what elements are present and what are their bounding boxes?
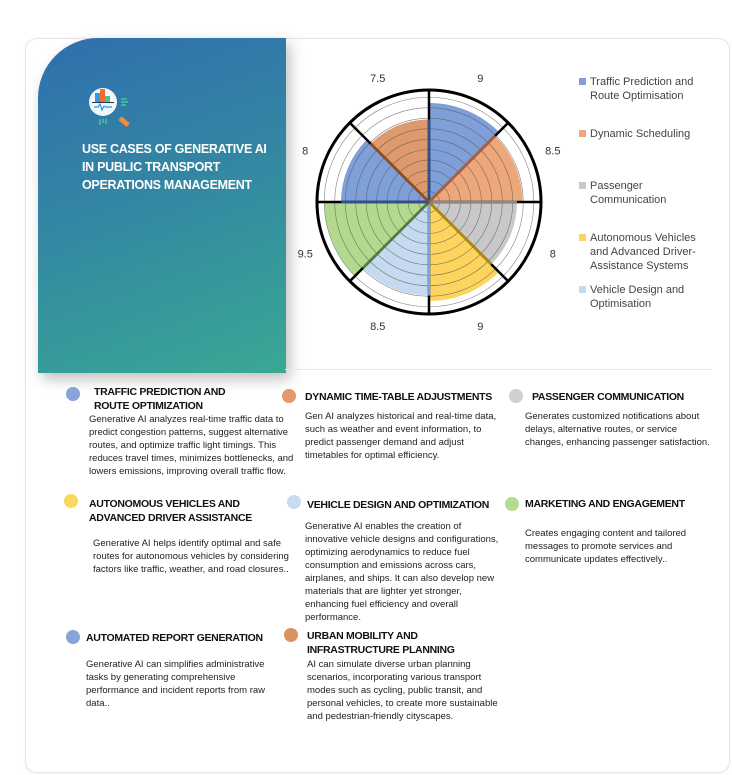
- value-label: 8: [302, 145, 309, 158]
- use-case-title: AUTOMATED REPORT GENERATION: [86, 632, 263, 644]
- use-case-title: AUTONOMOUS VEHICLES AND ADVANCED DRIVER ASSISTANCE: [89, 498, 252, 524]
- use-case-title: URBAN MOBILITY AND INFRASTRUCTURE PLANNING: [307, 630, 455, 656]
- legend-item: [579, 231, 715, 273]
- legend-label: Traffic Prediction and Route Optimisation: [590, 76, 694, 102]
- legend-label: Vehicle Design and Optimisation: [590, 284, 685, 310]
- legend-swatch: [579, 78, 586, 85]
- value-label: 8.5: [545, 145, 561, 158]
- analytics-magnifier-icon: [83, 83, 143, 133]
- legend-item: [579, 179, 715, 207]
- value-label: 9: [477, 73, 484, 86]
- use-case-title: MARKETING AND ENGAGEMENT: [525, 498, 685, 510]
- use-case-title: PASSENGER COMMUNICATION: [532, 391, 684, 403]
- value-label: 9.5: [297, 248, 313, 261]
- bullet-dot-icon: [509, 389, 523, 403]
- bullet-dot-icon: [505, 497, 519, 511]
- use-case-title: DYNAMIC TIME-TABLE ADJUSTMENTS: [305, 391, 492, 403]
- use-case-description: Generative AI analyzes real-time traffic data to predict congestion patterns, suggest alternative routes, and optimize traffic light timings. This reduces travel times, minimizes bottlenecks, and lowers emissions, improving overall traffic flow.: [89, 414, 294, 477]
- use-case-description: Generative AI enables the creation of innovative vehicle designs and configurations, optimizing aerodynamics to reduce fuel consumption and emissions across cars, airplanes, and ships. It can also develop new materials that are lighter yet stronger, enhancing fuel efficiency and overall performance.: [305, 521, 499, 623]
- use-case-description: Creates engaging content and tailored messages to promote services and communicate updates effectively..: [525, 528, 687, 565]
- use-case-title: TRAFFIC PREDICTION AND ROUTE OPTIMIZATION: [94, 386, 226, 412]
- title-line: USE CASES OF GENERATIVE AI: [82, 142, 267, 156]
- use-case-description: Generates customized notifications about delays, alternative routes, or service changes, enhancing passenger satisfaction.: [525, 411, 710, 448]
- legend-item: [579, 283, 715, 311]
- bullet-dot-icon: [284, 628, 298, 642]
- value-label: 8.5: [370, 320, 386, 333]
- legend-label: Passenger Communication: [590, 180, 667, 206]
- use-case-description: Generative AI can simplifies administrative tasks by generating comprehensive performance and incident reports from raw data..: [86, 659, 265, 709]
- bullet-dot-icon: [64, 494, 78, 508]
- legend-swatch: [579, 182, 586, 189]
- divider: [285, 369, 711, 370]
- use-case-description: Generative AI helps identify optimal and safe routes for autonomous vehicles by considering factors like traffic, weather, and road closures..: [93, 538, 289, 575]
- value-label: 8: [549, 248, 556, 261]
- use-case-description: AI can simulate diverse urban planning scenarios, incorporating various transport modes such as cycling, public transit, and personal vehicles, to create more sustainable and pedestrian-friendly cityscapes.: [307, 659, 498, 722]
- bullet-dot-icon: [66, 630, 80, 644]
- value-label: 7.5: [370, 73, 386, 86]
- bullet-dot-icon: [287, 495, 301, 509]
- page-title: [82, 140, 282, 194]
- legend-swatch: [579, 130, 586, 137]
- polar-area-chart: [297, 70, 561, 333]
- bullet-dot-icon: [282, 389, 296, 403]
- use-case-description: Gen AI analyzes historical and real-time data, such as weather and event information, to predict passenger demand and adjust timetables for optimal efficiency.: [305, 411, 497, 461]
- legend-swatch: [579, 234, 586, 241]
- legend-swatch: [579, 286, 586, 293]
- hero-banner: [38, 38, 286, 373]
- bullet-dot-icon: [66, 387, 80, 401]
- legend-item: [579, 75, 715, 103]
- title-line: OPERATIONS MANAGEMENT: [82, 178, 252, 192]
- use-case-title: VEHICLE DESIGN AND OPTIMIZATION: [307, 499, 490, 511]
- legend-label: Autonomous Vehicles and Advanced Driver-Assistance Systems: [590, 232, 696, 272]
- legend-label: Dynamic Scheduling: [590, 128, 691, 140]
- legend-item: [579, 127, 715, 141]
- title-line: IN PUBLIC TRANSPORT: [82, 160, 221, 174]
- value-label: 9: [477, 320, 484, 333]
